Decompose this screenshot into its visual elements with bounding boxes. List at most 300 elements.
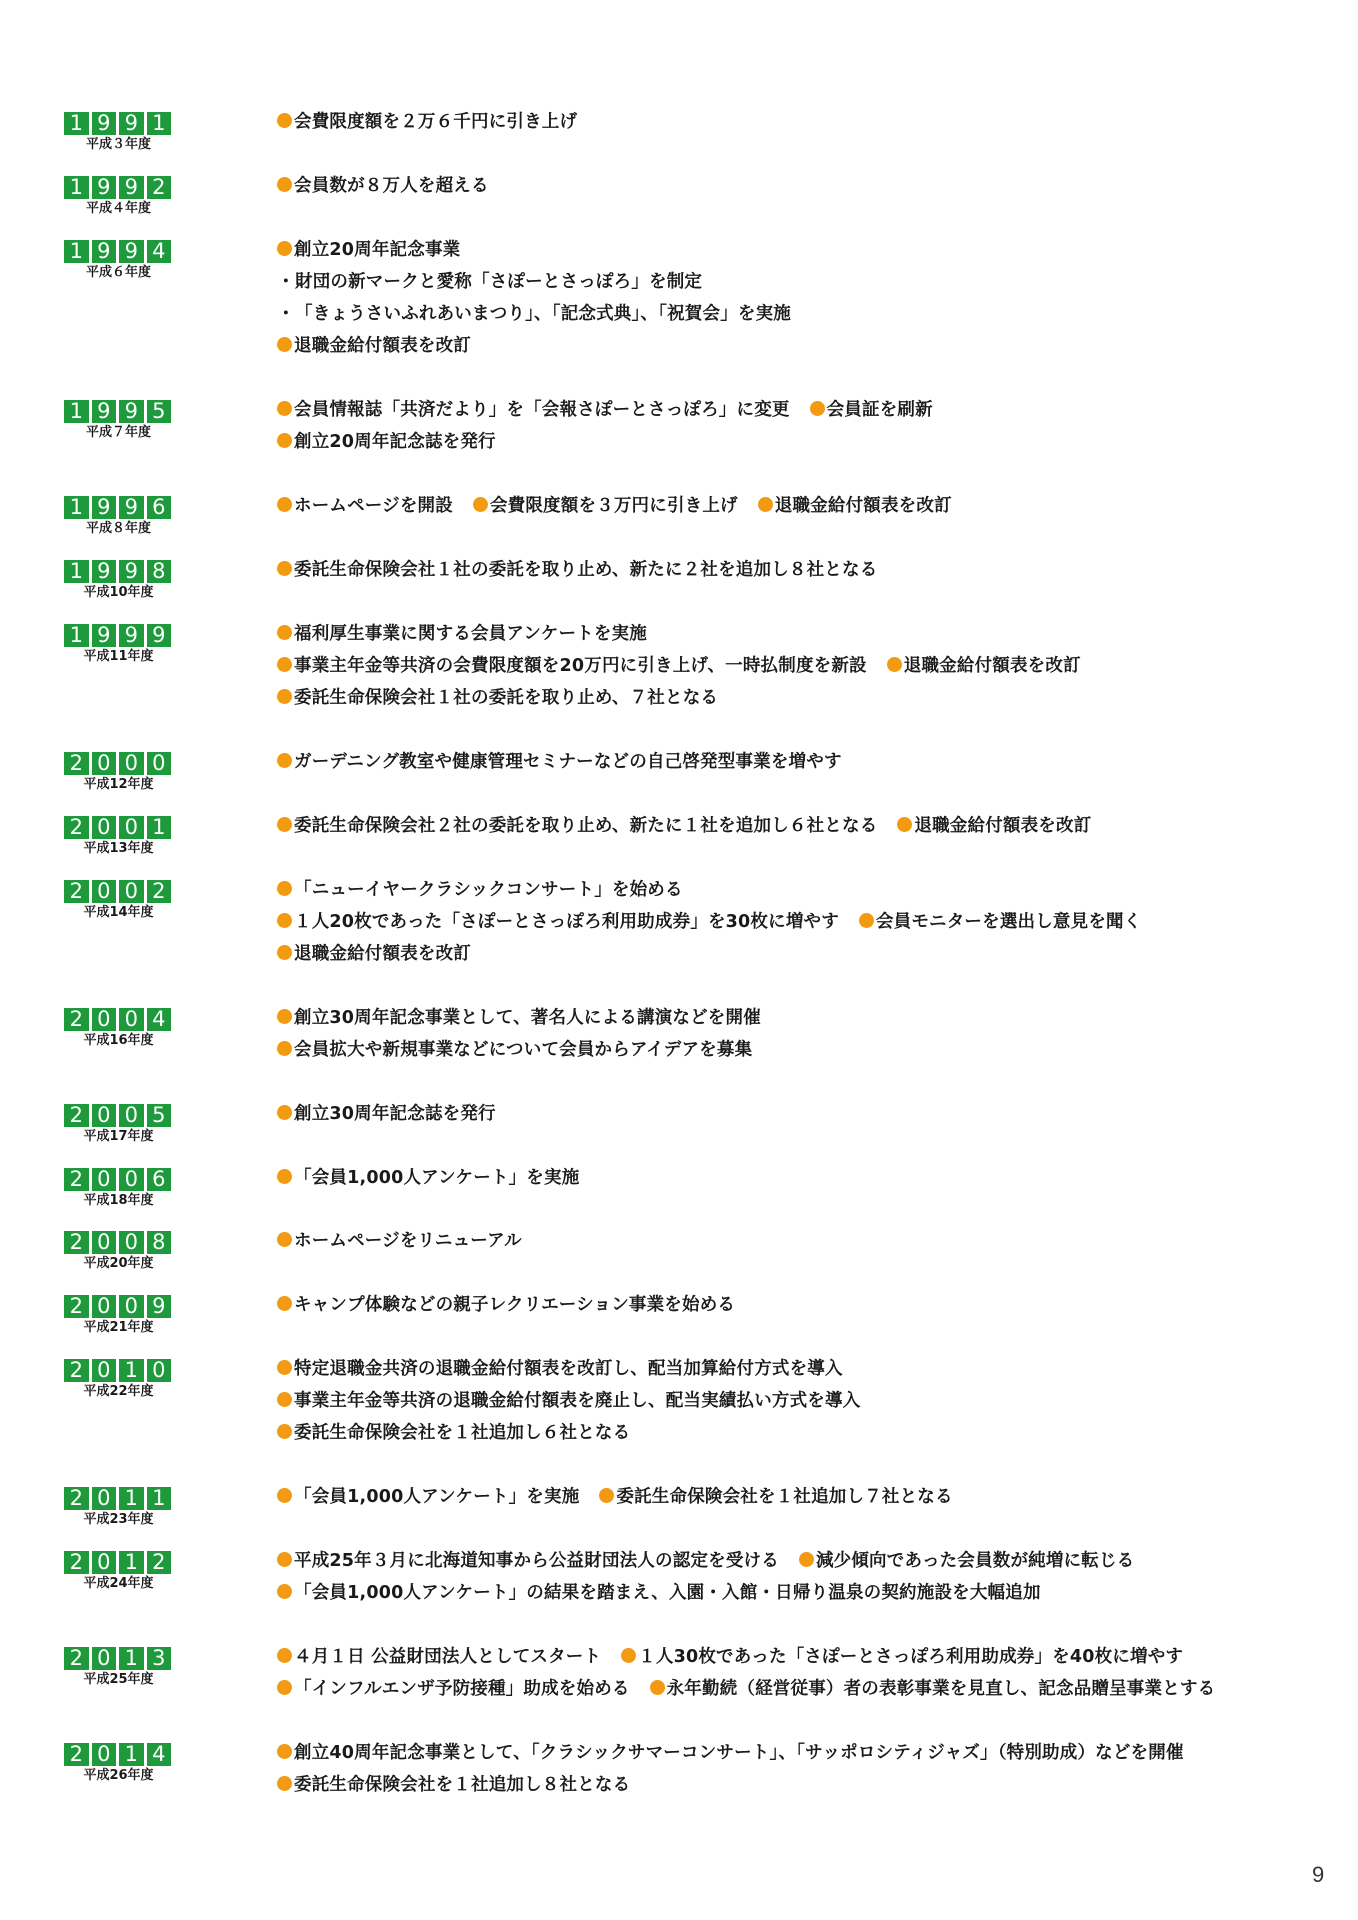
year-digit: 2 bbox=[64, 1359, 89, 1382]
year-digit: 9 bbox=[119, 112, 144, 135]
year-column bbox=[64, 176, 174, 217]
year-digit: 2 bbox=[147, 880, 172, 903]
year-digit: 1 bbox=[64, 240, 89, 263]
event-line bbox=[277, 234, 1317, 266]
event-item bbox=[277, 394, 790, 426]
year-badge bbox=[64, 112, 174, 135]
event-text: 「会員1,000人アンケート」の結果を踏まえ、入園・入館・日帰り温泉の契約施設を大幅追加 bbox=[294, 1583, 1041, 1603]
event-lines bbox=[277, 490, 1317, 522]
year-digit: 0 bbox=[92, 1168, 117, 1191]
year-column bbox=[64, 112, 174, 153]
heisei-year-label: 平成26年度 bbox=[83, 1768, 154, 1783]
year-digit: 0 bbox=[92, 816, 117, 839]
year-digit: 0 bbox=[92, 1359, 117, 1382]
event-lines bbox=[277, 874, 1317, 970]
year-digit: 8 bbox=[147, 560, 172, 583]
year-digit: 9 bbox=[119, 560, 144, 583]
year-digit: 0 bbox=[92, 1008, 117, 1031]
heisei-year-label: 平成12年度 bbox=[83, 777, 154, 792]
event-item bbox=[277, 1034, 752, 1066]
event-line bbox=[277, 1289, 1317, 1321]
year-column bbox=[64, 1647, 174, 1688]
event-text: 創立30周年記念誌を発行 bbox=[294, 1104, 496, 1124]
event-item bbox=[277, 426, 496, 458]
year-digit: 2 bbox=[64, 1231, 89, 1254]
event-item bbox=[277, 682, 718, 714]
orange-bullet-icon bbox=[277, 625, 292, 640]
year-digit: 2 bbox=[147, 1551, 172, 1574]
year-digit: 1 bbox=[64, 176, 89, 199]
event-lines bbox=[277, 554, 1317, 586]
orange-bullet-icon bbox=[277, 1584, 292, 1599]
sub-item-dot-icon: ・ bbox=[277, 272, 295, 292]
event-lines bbox=[277, 1353, 1317, 1449]
year-digit: 1 bbox=[147, 816, 172, 839]
event-item bbox=[277, 1417, 630, 1449]
orange-bullet-icon bbox=[277, 401, 292, 416]
year-column bbox=[64, 752, 174, 793]
year-digit: 9 bbox=[92, 176, 117, 199]
year-digit: 0 bbox=[92, 1743, 117, 1766]
year-column bbox=[64, 1231, 174, 1272]
event-line bbox=[277, 650, 1317, 682]
heisei-year-label: 平成14年度 bbox=[83, 905, 154, 920]
heisei-year-label: 平成23年度 bbox=[83, 1512, 154, 1527]
event-lines bbox=[277, 170, 1317, 202]
year-badge bbox=[64, 176, 174, 199]
year-badge bbox=[64, 1168, 174, 1191]
heisei-year-label: 平成７年度 bbox=[85, 425, 151, 440]
event-lines bbox=[277, 1225, 1317, 1257]
orange-bullet-icon bbox=[277, 1105, 292, 1120]
event-item bbox=[277, 330, 471, 362]
event-text: 会員数が８万人を超える bbox=[294, 176, 489, 196]
event-text: 退職金給付額表を改訂 bbox=[294, 336, 471, 356]
event-lines bbox=[277, 810, 1317, 842]
orange-bullet-icon bbox=[277, 1360, 292, 1375]
event-item bbox=[277, 170, 489, 202]
orange-bullet-icon bbox=[277, 945, 292, 960]
year-digit: 2 bbox=[64, 1487, 89, 1510]
orange-bullet-icon bbox=[277, 817, 292, 832]
orange-bullet-icon bbox=[277, 913, 292, 928]
year-badge bbox=[64, 1487, 174, 1510]
event-lines bbox=[277, 1481, 1317, 1513]
year-digit: 1 bbox=[119, 1487, 144, 1510]
year-digit: 0 bbox=[119, 880, 144, 903]
event-item bbox=[473, 490, 738, 522]
event-text: １人30枚であった「さぽーとさっぽろ利用助成券」を40枚に増やす bbox=[638, 1647, 1184, 1667]
event-text: ４月１日 公益財団法人としてスタート bbox=[294, 1647, 602, 1667]
event-line bbox=[277, 906, 1317, 938]
event-item bbox=[277, 618, 647, 650]
orange-bullet-icon bbox=[277, 1041, 292, 1056]
event-line bbox=[277, 1545, 1317, 1577]
year-column bbox=[64, 1168, 174, 1209]
event-item bbox=[277, 1002, 761, 1034]
event-text: 会員モニターを選出し意見を聞く bbox=[875, 912, 1142, 932]
event-text: 委託生命保険会社２社の委託を取り止め、新たに１社を追加し６社となる bbox=[294, 816, 878, 836]
year-digit: 9 bbox=[119, 624, 144, 647]
orange-bullet-icon bbox=[277, 1009, 292, 1024]
event-item bbox=[277, 266, 702, 298]
orange-bullet-icon bbox=[277, 881, 292, 896]
event-item bbox=[277, 554, 877, 586]
event-text: 委託生命保険会社を１社追加し８社となる bbox=[294, 1775, 631, 1795]
event-lines bbox=[277, 1098, 1317, 1130]
year-badge bbox=[64, 560, 174, 583]
event-line bbox=[277, 1225, 1317, 1257]
orange-bullet-icon bbox=[473, 497, 488, 512]
event-item bbox=[277, 1769, 630, 1801]
year-digit: 0 bbox=[147, 1359, 172, 1382]
event-item bbox=[277, 106, 577, 138]
event-text: 会員証を刷新 bbox=[826, 400, 933, 420]
year-column bbox=[64, 1551, 174, 1592]
event-text: １人20枚であった「さぽーとさっぽろ利用助成券」を30枚に増やす bbox=[294, 912, 839, 932]
event-item bbox=[277, 1098, 496, 1130]
orange-bullet-icon bbox=[277, 177, 292, 192]
year-digit: 0 bbox=[119, 1104, 144, 1127]
event-item bbox=[277, 746, 842, 778]
year-digit: 2 bbox=[64, 752, 89, 775]
event-lines bbox=[277, 106, 1317, 138]
year-badge bbox=[64, 496, 174, 519]
event-line bbox=[277, 1353, 1317, 1385]
orange-bullet-icon bbox=[810, 401, 825, 416]
event-item bbox=[277, 650, 867, 682]
event-line bbox=[277, 1481, 1317, 1513]
event-text: 委託生命保険会社を１社追加し６社となる bbox=[294, 1423, 631, 1443]
orange-bullet-icon bbox=[277, 689, 292, 704]
orange-bullet-icon bbox=[277, 1169, 292, 1184]
year-badge bbox=[64, 816, 174, 839]
orange-bullet-icon bbox=[277, 1392, 292, 1407]
heisei-year-label: 平成８年度 bbox=[85, 521, 151, 536]
year-digit: 1 bbox=[119, 1647, 144, 1670]
year-badge bbox=[64, 752, 174, 775]
event-item bbox=[277, 1162, 579, 1194]
year-digit: 1 bbox=[119, 1551, 144, 1574]
year-column bbox=[64, 240, 174, 281]
event-lines bbox=[277, 1545, 1317, 1609]
year-digit: 1 bbox=[119, 1359, 144, 1382]
event-text: 会費限度額を２万６千円に引き上げ bbox=[294, 112, 578, 132]
year-digit: 0 bbox=[92, 1487, 117, 1510]
year-badge bbox=[64, 1104, 174, 1127]
event-item bbox=[277, 1545, 779, 1577]
event-item bbox=[650, 1673, 1216, 1705]
year-digit: 1 bbox=[64, 560, 89, 583]
event-line bbox=[277, 1385, 1317, 1417]
year-digit: 9 bbox=[92, 624, 117, 647]
event-lines bbox=[277, 1737, 1317, 1801]
year-digit: 0 bbox=[92, 1647, 117, 1670]
event-line bbox=[277, 490, 1317, 522]
year-badge bbox=[64, 1295, 174, 1318]
event-line bbox=[277, 170, 1317, 202]
event-lines bbox=[277, 1002, 1317, 1066]
heisei-year-label: 平成10年度 bbox=[83, 585, 154, 600]
orange-bullet-icon bbox=[799, 1552, 814, 1567]
heisei-year-label: 平成20年度 bbox=[83, 1256, 154, 1271]
page-number: 9 bbox=[1312, 1862, 1325, 1887]
year-digit: 1 bbox=[147, 1487, 172, 1510]
heisei-year-label: 平成18年度 bbox=[83, 1193, 154, 1208]
year-digit: 3 bbox=[147, 1647, 172, 1670]
year-digit: 2 bbox=[64, 1743, 89, 1766]
event-line bbox=[277, 394, 1317, 426]
year-badge bbox=[64, 400, 174, 423]
event-text: 財団の新マークと愛称「さぽーとさっぽろ」を制定 bbox=[295, 272, 703, 292]
event-text: 委託生命保険会社を１社追加し７社となる bbox=[616, 1487, 953, 1507]
year-column bbox=[64, 496, 174, 537]
event-text: 委託生命保険会社１社の委託を取り止め、新たに２社を追加し８社となる bbox=[294, 560, 878, 580]
event-lines bbox=[277, 1641, 1317, 1705]
year-digit: 0 bbox=[119, 1008, 144, 1031]
event-line bbox=[277, 746, 1317, 778]
year-digit: 2 bbox=[147, 176, 172, 199]
year-digit: 9 bbox=[92, 496, 117, 519]
event-text: 創立20周年記念事業 bbox=[294, 240, 461, 260]
orange-bullet-icon bbox=[859, 913, 874, 928]
year-digit: 1 bbox=[64, 112, 89, 135]
orange-bullet-icon bbox=[887, 657, 902, 672]
event-text: 退職金給付額表を改訂 bbox=[774, 496, 952, 516]
event-text: 「会員1,000人アンケート」を実施 bbox=[294, 1487, 580, 1507]
event-item bbox=[277, 810, 877, 842]
event-line bbox=[277, 810, 1317, 842]
heisei-year-label: 平成16年度 bbox=[83, 1033, 154, 1048]
heisei-year-label: 平成６年度 bbox=[85, 265, 151, 280]
event-text: 「きょうさいふれあいまつり」、「記念式典」、「祝賀会」を実施 bbox=[295, 304, 791, 324]
event-text: 特定退職金共済の退職金給付額表を改訂し、配当加算給付方式を導入 bbox=[294, 1359, 843, 1379]
event-text: 「ニューイヤークラシックコンサート」を始める bbox=[294, 880, 683, 900]
event-text: 「会員1,000人アンケート」を実施 bbox=[294, 1168, 580, 1188]
year-digit: 1 bbox=[147, 112, 172, 135]
year-digit: 0 bbox=[119, 1231, 144, 1254]
year-digit: 9 bbox=[119, 176, 144, 199]
year-column bbox=[64, 816, 174, 857]
orange-bullet-icon bbox=[277, 1776, 292, 1791]
year-column bbox=[64, 1743, 174, 1784]
year-digit: 9 bbox=[147, 624, 172, 647]
year-badge bbox=[64, 1551, 174, 1574]
orange-bullet-icon bbox=[277, 1424, 292, 1439]
event-item bbox=[758, 490, 952, 522]
event-text: 創立40周年記念事業として、「クラシックサマーコンサート」、「サッポロシティジャズ」（特別助成）などを開催 bbox=[294, 1743, 1184, 1763]
heisei-year-label: 平成21年度 bbox=[83, 1320, 154, 1335]
year-digit: 9 bbox=[119, 496, 144, 519]
event-item bbox=[799, 1545, 1134, 1577]
event-text: 会員情報誌「共済だより」を「会報さぽーとさっぽろ」に変更 bbox=[294, 400, 790, 420]
event-item bbox=[277, 1641, 601, 1673]
orange-bullet-icon bbox=[758, 497, 773, 512]
event-lines bbox=[277, 1162, 1317, 1194]
event-line bbox=[277, 874, 1317, 906]
event-line bbox=[277, 1769, 1317, 1801]
year-digit: 9 bbox=[147, 1295, 172, 1318]
year-digit: 1 bbox=[64, 496, 89, 519]
year-digit: 0 bbox=[92, 880, 117, 903]
orange-bullet-icon bbox=[277, 241, 292, 256]
orange-bullet-icon bbox=[277, 1648, 292, 1663]
event-item bbox=[859, 906, 1142, 938]
year-digit: 2 bbox=[64, 1168, 89, 1191]
event-text: ホームページをリニューアル bbox=[294, 1231, 522, 1251]
year-digit: 9 bbox=[119, 400, 144, 423]
year-digit: 9 bbox=[92, 400, 117, 423]
orange-bullet-icon bbox=[277, 1296, 292, 1311]
year-digit: 6 bbox=[147, 496, 172, 519]
year-digit: 5 bbox=[147, 400, 172, 423]
event-lines bbox=[277, 746, 1317, 778]
year-digit: 8 bbox=[147, 1231, 172, 1254]
orange-bullet-icon bbox=[277, 1744, 292, 1759]
year-digit: 4 bbox=[147, 1008, 172, 1031]
year-column bbox=[64, 880, 174, 921]
sub-item-dot-icon: ・ bbox=[277, 304, 295, 324]
year-digit: 9 bbox=[119, 240, 144, 263]
year-digit: 9 bbox=[92, 112, 117, 135]
year-digit: 9 bbox=[92, 240, 117, 263]
event-line bbox=[277, 426, 1317, 458]
event-line bbox=[277, 1098, 1317, 1130]
event-text: キャンプ体験などの親子レクリエーション事業を始める bbox=[294, 1295, 736, 1315]
event-line bbox=[277, 106, 1317, 138]
event-line bbox=[277, 1002, 1317, 1034]
orange-bullet-icon bbox=[277, 497, 292, 512]
event-text: 創立20周年記念誌を発行 bbox=[294, 432, 496, 452]
year-digit: 0 bbox=[119, 752, 144, 775]
event-text: 福利厚生事業に関する会員アンケートを実施 bbox=[294, 624, 647, 644]
event-line bbox=[277, 298, 1317, 330]
year-digit: 1 bbox=[119, 1743, 144, 1766]
orange-bullet-icon bbox=[277, 1232, 292, 1247]
year-digit: 5 bbox=[147, 1104, 172, 1127]
event-item bbox=[277, 1385, 860, 1417]
orange-bullet-icon bbox=[599, 1488, 614, 1503]
year-digit: 2 bbox=[64, 880, 89, 903]
event-line bbox=[277, 1162, 1317, 1194]
orange-bullet-icon bbox=[277, 657, 292, 672]
event-text: 退職金給付額表を改訂 bbox=[914, 816, 1092, 836]
heisei-year-label: 平成25年度 bbox=[83, 1672, 154, 1687]
event-text: 「インフルエンザ予防接種」助成を始める bbox=[294, 1679, 630, 1699]
year-digit: 0 bbox=[92, 1295, 117, 1318]
heisei-year-label: 平成24年度 bbox=[83, 1576, 154, 1591]
orange-bullet-icon bbox=[621, 1648, 636, 1663]
year-column bbox=[64, 560, 174, 601]
event-line bbox=[277, 682, 1317, 714]
event-item bbox=[277, 906, 839, 938]
year-column bbox=[64, 624, 174, 665]
year-badge bbox=[64, 240, 174, 263]
event-item bbox=[277, 1673, 630, 1705]
orange-bullet-icon bbox=[650, 1680, 665, 1695]
orange-bullet-icon bbox=[277, 1488, 292, 1503]
event-line bbox=[277, 618, 1317, 650]
orange-bullet-icon bbox=[277, 433, 292, 448]
year-badge bbox=[64, 1231, 174, 1254]
event-item bbox=[887, 650, 1081, 682]
event-line bbox=[277, 938, 1317, 970]
event-text: 創立30周年記念事業として、著名人による講演などを開催 bbox=[294, 1008, 761, 1028]
year-badge bbox=[64, 1647, 174, 1670]
event-lines bbox=[277, 1289, 1317, 1321]
event-text: 平成25年３月に北海道知事から公益財団法人の認定を受ける bbox=[294, 1551, 779, 1571]
event-line bbox=[277, 1577, 1317, 1609]
orange-bullet-icon bbox=[897, 817, 912, 832]
year-digit: 6 bbox=[147, 1168, 172, 1191]
orange-bullet-icon bbox=[277, 113, 292, 128]
year-digit: 1 bbox=[64, 400, 89, 423]
event-line bbox=[277, 1673, 1317, 1705]
orange-bullet-icon bbox=[277, 1552, 292, 1567]
year-digit: 1 bbox=[64, 624, 89, 647]
event-text: 減少傾向であった会員数が純増に転じる bbox=[815, 1551, 1135, 1571]
event-item bbox=[277, 1225, 522, 1257]
event-item bbox=[277, 1481, 579, 1513]
event-text: 会員拡大や新規事業などについて会員からアイデアを募集 bbox=[294, 1040, 753, 1060]
year-digit: 2 bbox=[64, 1295, 89, 1318]
year-badge bbox=[64, 880, 174, 903]
year-digit: 0 bbox=[92, 1551, 117, 1574]
year-column bbox=[64, 400, 174, 441]
orange-bullet-icon bbox=[277, 1680, 292, 1695]
year-digit: 0 bbox=[119, 816, 144, 839]
event-item bbox=[277, 1289, 735, 1321]
event-item bbox=[277, 1737, 1184, 1769]
event-item bbox=[277, 1577, 1041, 1609]
year-digit: 2 bbox=[64, 1008, 89, 1031]
year-digit: 0 bbox=[147, 752, 172, 775]
event-line bbox=[277, 1641, 1317, 1673]
year-badge bbox=[64, 624, 174, 647]
year-badge bbox=[64, 1008, 174, 1031]
event-line bbox=[277, 1034, 1317, 1066]
event-line bbox=[277, 330, 1317, 362]
event-item bbox=[599, 1481, 952, 1513]
year-badge bbox=[64, 1359, 174, 1382]
year-digit: 0 bbox=[119, 1295, 144, 1318]
event-item bbox=[277, 938, 471, 970]
event-item bbox=[277, 234, 460, 266]
event-text: 委託生命保険会社１社の委託を取り止め、７社となる bbox=[294, 688, 719, 708]
event-text: 会費限度額を３万円に引き上げ bbox=[489, 496, 738, 516]
year-column bbox=[64, 1487, 174, 1528]
event-item bbox=[277, 490, 453, 522]
event-lines bbox=[277, 618, 1317, 714]
year-digit: 4 bbox=[147, 1743, 172, 1766]
event-text: 事業主年金等共済の会費限度額を20万円に引き上げ、一時払制度を新設 bbox=[294, 656, 867, 676]
year-column bbox=[64, 1104, 174, 1145]
event-line bbox=[277, 1737, 1317, 1769]
year-column bbox=[64, 1359, 174, 1400]
event-line bbox=[277, 266, 1317, 298]
heisei-year-label: 平成11年度 bbox=[83, 649, 154, 664]
year-digit: 2 bbox=[64, 1647, 89, 1670]
event-item bbox=[810, 394, 933, 426]
event-text: 退職金給付額表を改訂 bbox=[294, 944, 471, 964]
event-lines bbox=[277, 394, 1317, 458]
orange-bullet-icon bbox=[277, 337, 292, 352]
event-item bbox=[897, 810, 1091, 842]
event-text: ガーデニング教室や健康管理セミナーなどの自己啓発型事業を増やす bbox=[294, 752, 842, 772]
event-item bbox=[621, 1641, 1183, 1673]
year-column bbox=[64, 1295, 174, 1336]
year-digit: 4 bbox=[147, 240, 172, 263]
